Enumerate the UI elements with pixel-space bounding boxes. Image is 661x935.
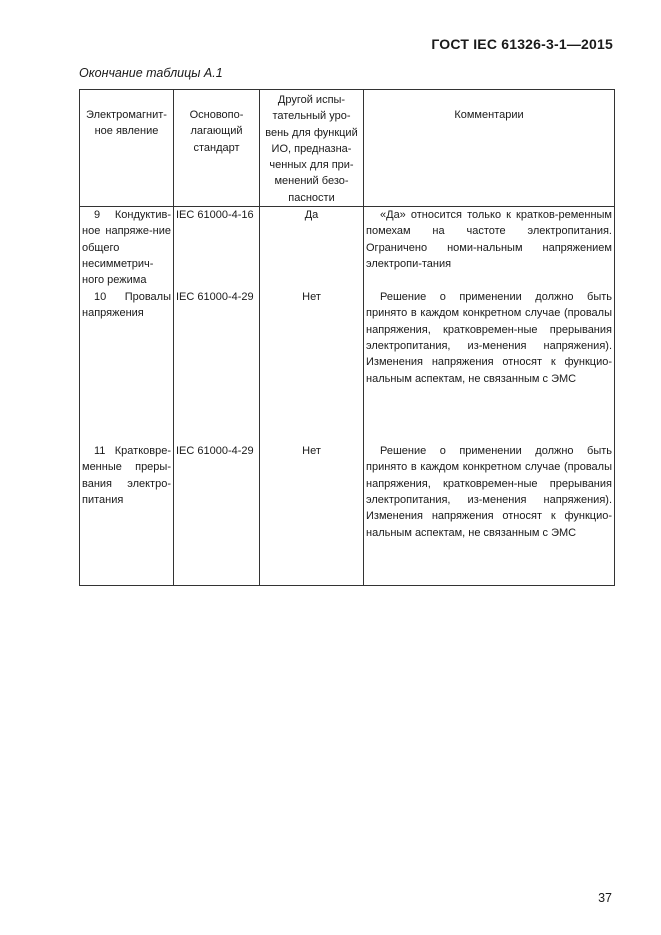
table-row	[80, 289, 615, 443]
column-header-comments: Комментарии	[364, 90, 615, 207]
standard-cell: IEC 61000-4-16	[174, 207, 260, 290]
phenomenon-cell	[80, 207, 174, 290]
column-header-level: Другой испы-тательный уро-вень для функций ИО, предназна-ченных для при-менений безо-пасности	[260, 90, 364, 207]
standard-cell: IEC 61000-4-29	[174, 443, 260, 586]
row-number: 10	[94, 291, 107, 304]
level-cell: Да	[260, 207, 364, 290]
phenomenon-cell	[80, 443, 174, 586]
emc-phenomena-table	[79, 89, 615, 586]
table-row	[80, 207, 615, 290]
standard-cell: IEC 61000-4-29	[174, 289, 260, 443]
phenomenon-text: Кратковре-менные преры-вания электро-питания	[82, 445, 171, 506]
comment-cell: «Да» относится только к кратков-ременным помехам на частоте электропитания. Ограничено номи-нальным напряжением электропи-тания	[364, 207, 615, 290]
row-number: 11	[94, 445, 106, 458]
table-row	[80, 443, 615, 586]
document-code: ГОСТ IEC 61326-3-1—2015	[431, 36, 613, 52]
phenomenon-text: Кондуктив-ное напряже-ние общего несимметрич-ного режима	[82, 209, 171, 287]
phenomenon-text: Провалы напряжения	[82, 291, 171, 320]
table-caption: Окончание таблицы А.1	[79, 66, 223, 80]
phenomenon-cell	[80, 289, 174, 443]
page-number: 37	[598, 891, 612, 905]
row-number: 9	[94, 209, 101, 222]
column-header-standard: Основопо-лагающий стандарт	[174, 90, 260, 207]
comment-cell: Решение о применении должно быть принято в каждом конкретном случае (провалы напряжения, кратковремен-ные прерывания электропитания, из-менения напряжения). Изменения напряжения относят к функцио-нальным аспектам, не связанным с ЭМС	[364, 289, 615, 443]
table-header-row	[80, 90, 615, 207]
column-header-phenomenon: Электромагнит-ное явление	[80, 90, 174, 207]
comment-cell: Решение о применении должно быть принято в каждом конкретном случае (провалы напряжения, кратковремен-ные прерывания электропитания, из-менения напряжения). Изменения напряжения относят к функцио-нальным аспектам, не связанным с ЭМС	[364, 443, 615, 586]
level-cell: Нет	[260, 443, 364, 586]
level-cell: Нет	[260, 289, 364, 443]
